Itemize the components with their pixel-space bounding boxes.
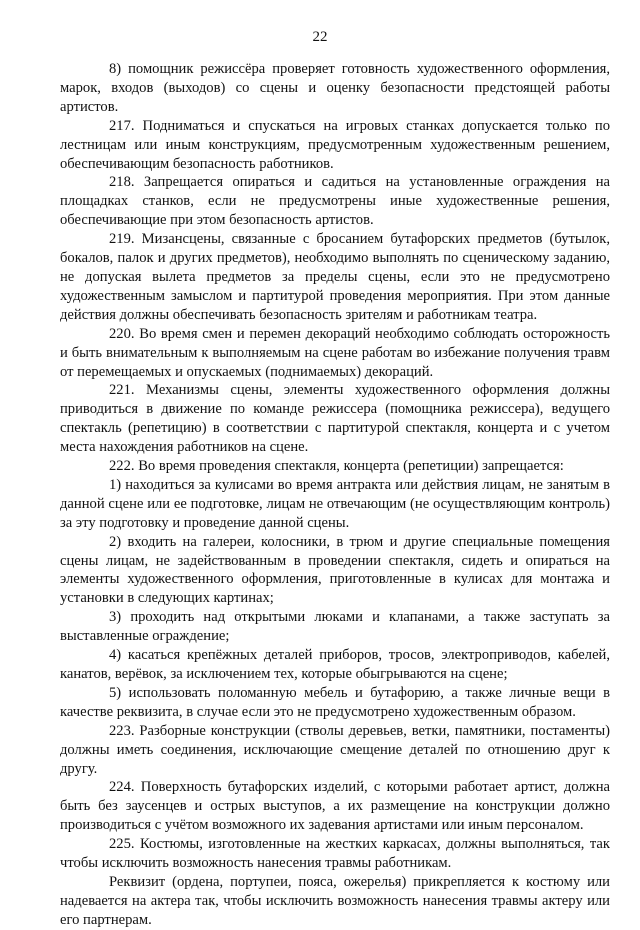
paragraph-217: 217. Подниматься и спускаться на игровых станках допускается только по лестницам или иным конструкциям, предусмотренным художественным решением, обеспечивающим безопасность работников.	[60, 117, 610, 172]
list-item-2: 2) входить на галереи, колосники, в трюм и другие специальные помещения сцены лицам, не задействованным в проведении спектакля, сидеть и опираться на элементы художественного оформления, приготовленные в кулисах для монтажа и установки в следующих картинах;	[60, 533, 610, 607]
paragraph-223: 223. Разборные конструкции (стволы деревьев, ветки, памятники, постаменты) должны иметь соединения, исключающие смещение деталей по отношению друг к другу.	[60, 722, 610, 777]
list-item-5: 5) использовать поломанную мебель и бутафорию, а также личные вещи в качестве реквизита, в случае если это не предусмотрено художественным образом.	[60, 684, 610, 720]
paragraph-220: 220. Во время смен и перемен декораций необходимо соблюдать осторожность и быть внимательным к выполняемым на сцене работам во избежание получения травм от перемещаемых и опускаемых (поднимаемых) декораций.	[60, 325, 610, 380]
paragraph-item-8: 8) помощник режиссёра проверяет готовность художественного оформления, марок, входов (выходов) со сцены и оценку безопасности предстоящей работы артистов.	[60, 61, 610, 115]
document-body	[60, 60, 610, 930]
list-item-4: 4) касаться крепёжных деталей приборов, тросов, электроприводов, кабелей, канатов, верёвок, за исключением тех, которые обыгрываются на сцене;	[60, 647, 610, 682]
paragraph-225: 225. Костюмы, изготовленные на жестких каркасах, должны выполняться, так чтобы исключить возможность нанесения травмы работникам.	[60, 836, 610, 872]
paragraph-221: 221. Механизмы сцены, элементы художественного оформления должны приводиться в движение по команде режиссера (помощника режиссера), ведущего спектакль (репетицию) в соответствии с партитурой спектакля, концерта и с учетом места нахождения работников на сцене.	[60, 382, 610, 456]
paragraph-props: Реквизит (ордена, портупеи, пояса, ожерелья) прикрепляется к костюму или надевается на актера так, чтобы исключить возможность нанесения травмы актеру или его партнерам.	[60, 873, 610, 928]
list-item-1: 1) находиться за кулисами во время антракта или действия лицам, не занятым в данной сцене или ее подготовке, лицам не отвечающим (не осуществляющим контроль) за эту подготовку и проведение данной сцены.	[60, 476, 610, 531]
paragraph-224: 224. Поверхность бутафорских изделий, с которыми работает артист, должна быть без заусенцев и острых выступов, а их размещение на конструкции должно производиться с учётом возможного их задевания артистами или иным персоналом.	[60, 779, 610, 834]
page-number: 22	[312, 29, 328, 45]
list-item-3: 3) проходить над открытыми люками и клапанами, а также заступать за выставленные ограждение;	[60, 609, 610, 645]
paragraph-219: 219. Мизансцены, связанные с бросанием бутафорских предметов (бутылок, бокалов, палок и других предметов), необходимо выполнять по сценическому заданию, не допуская вылета предметов за пределы сцены, если это не предусмотрено художественным замыслом и партитурой проведения мероприятия. При этом данные действия должны обеспечивать безопасность зрителям и работникам театра.	[60, 231, 610, 323]
paragraph-222: 222. Во время проведения спектакля, концерта (репетиции) запрещается:	[109, 458, 564, 475]
paragraph-218: 218. Запрещается опираться и садиться на установленные ограждения на площадках станков, если не предусмотрены иные художественные решения, обеспечивающие при этом безопасность артистов.	[60, 174, 610, 229]
